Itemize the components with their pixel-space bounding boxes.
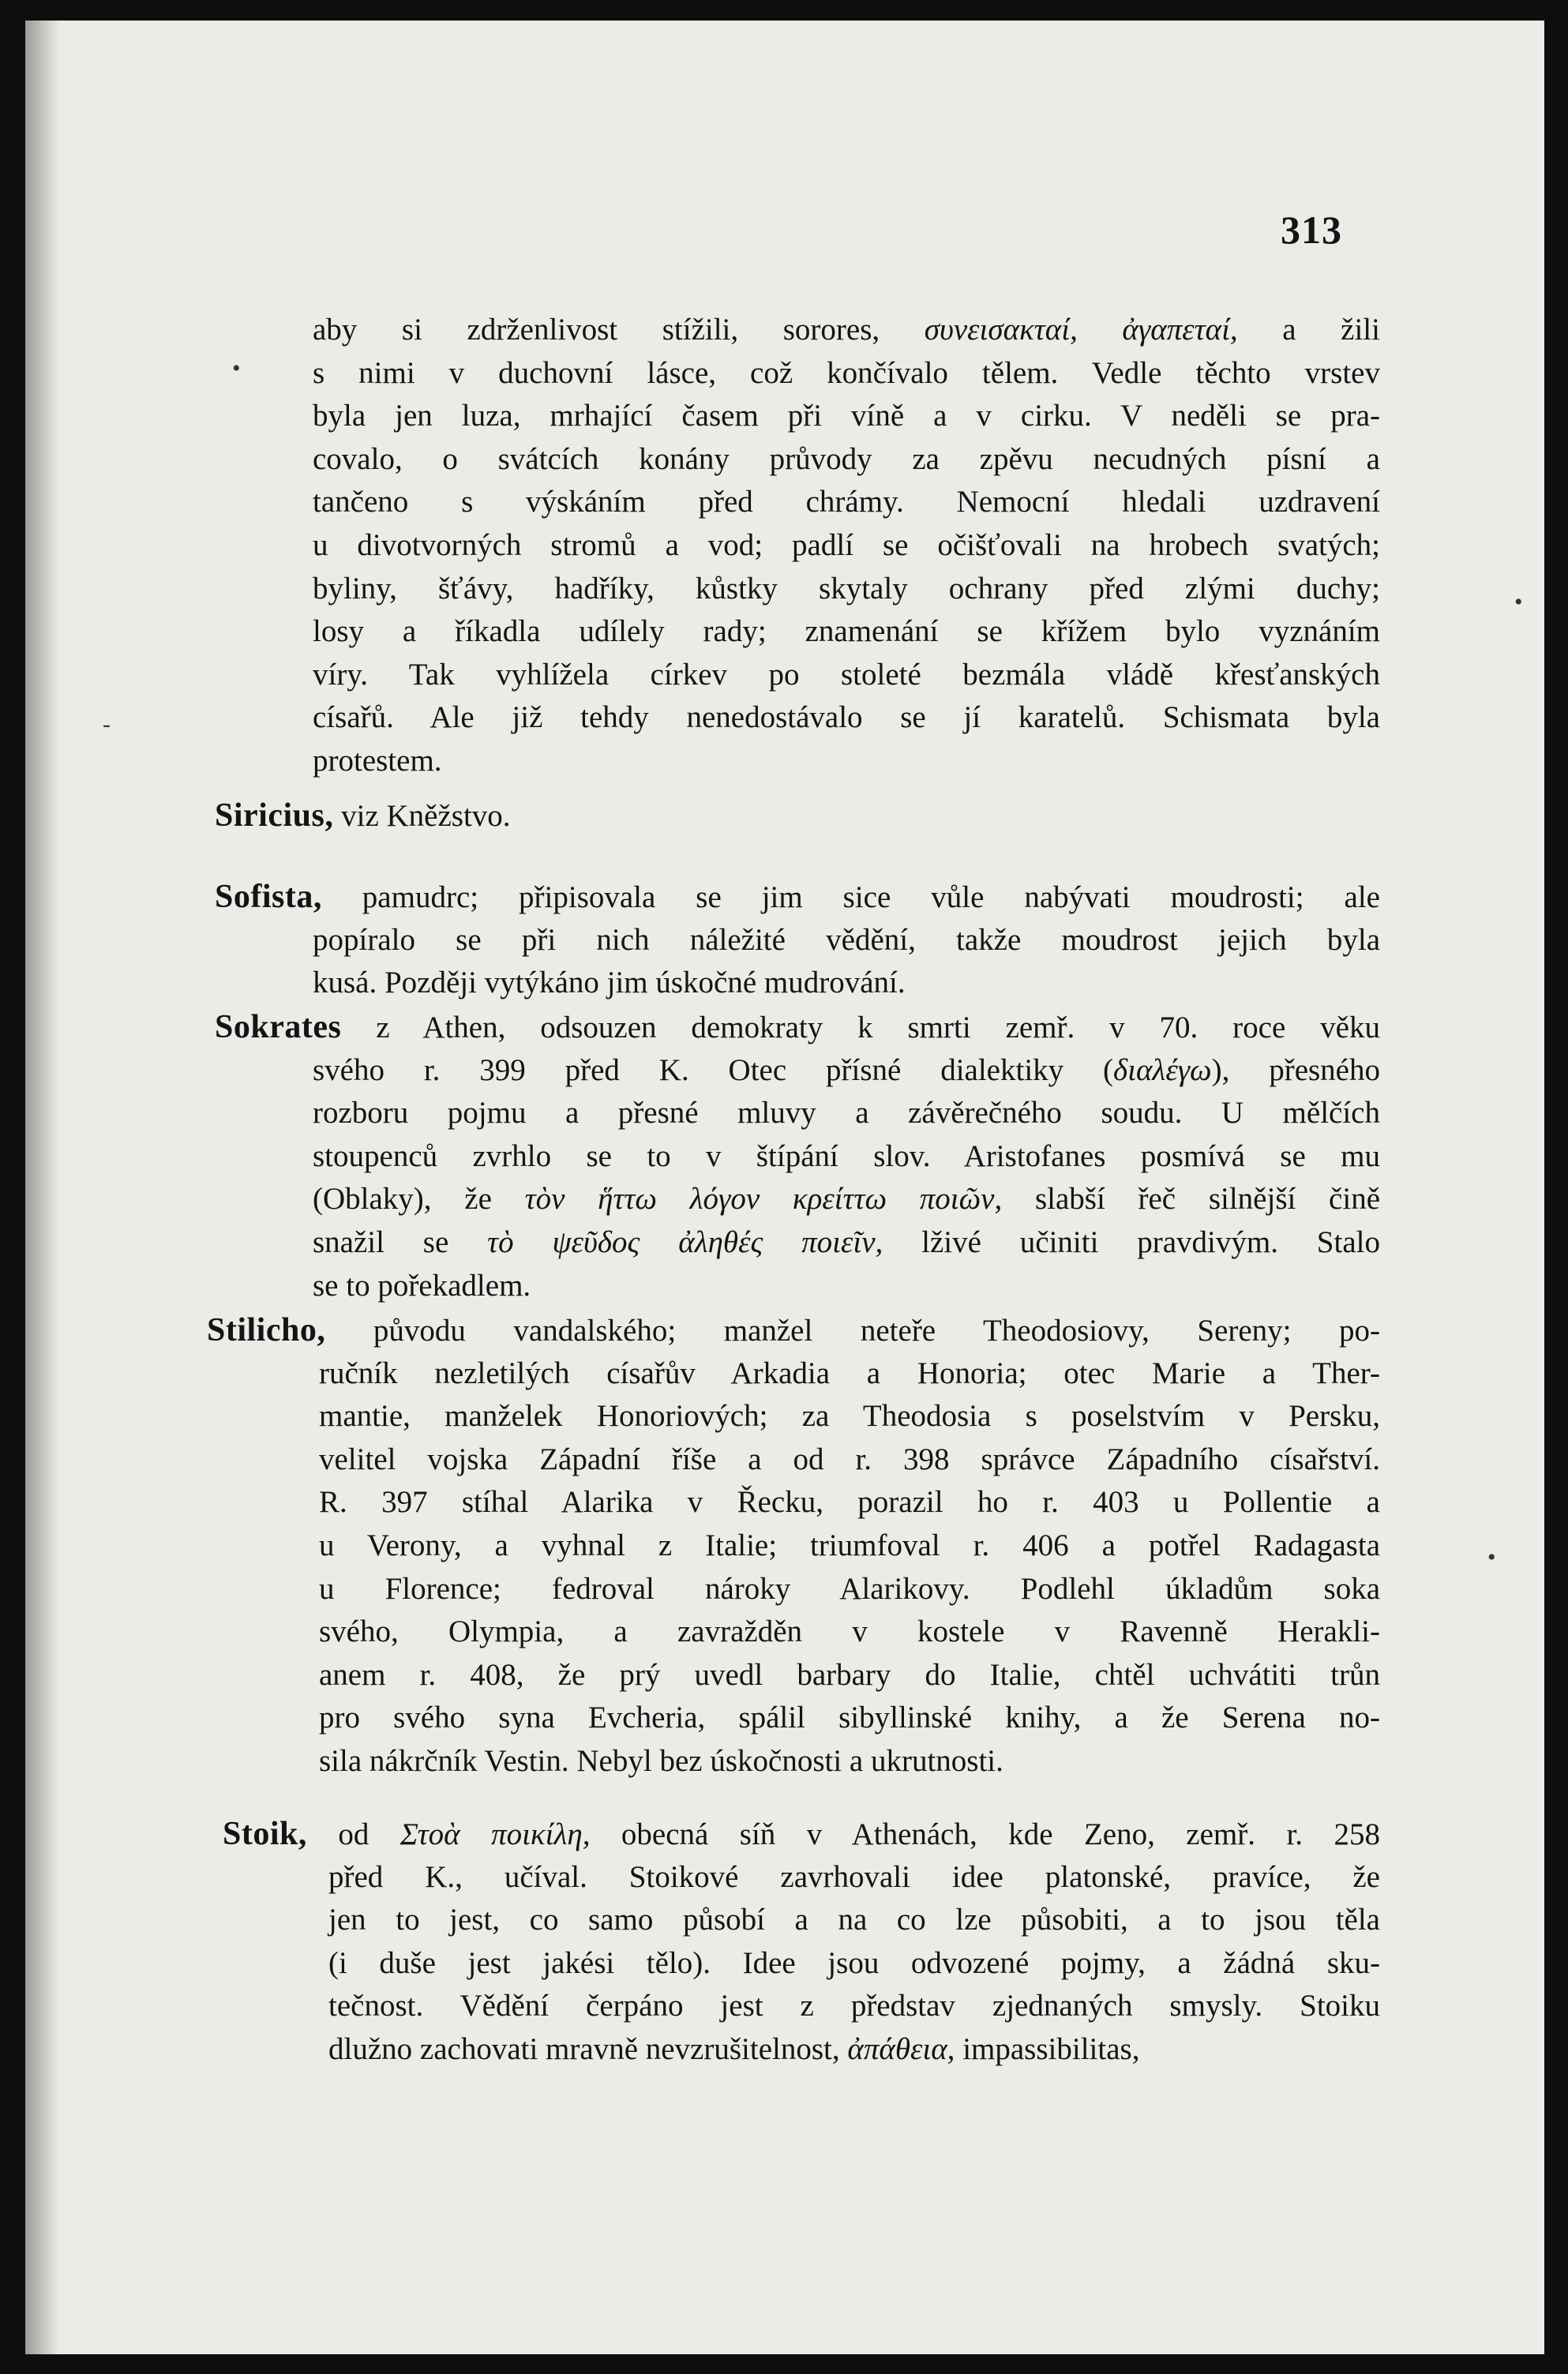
greek-term: τὸν ἥττω λόγον κρείττω ποιῶν, (524, 1182, 1003, 1217)
sokrates-line: rozboru pojmu a přesné mluvy a závěrečného soudu. U mělčích (313, 1096, 1380, 1131)
continuation-line: byliny, šťávy, hadříky, kůstky skytaly ochrany před zlými duchy; (313, 571, 1380, 606)
stilicho-line: sila nákrčník Vestin. Nebyl bez úskočnosti a ukrutnosti. (319, 1744, 1003, 1778)
sokrates-line: snažil se τὸ ψεῦδος ἀληθές ποιεῖν, lživé učiniti pravdivým. Stalo (313, 1225, 1380, 1259)
stoik-line: před K., učíval. Stoikové zavrhovali idee platonské, pravíce, že (328, 1859, 1380, 1894)
stilicho-line: pro svého syna Evcheria, spálil sibyllinské knihy, a že Serena no- (319, 1701, 1380, 1735)
page-number: 313 (1281, 208, 1342, 252)
stoik-headword: Stoik, (223, 1816, 307, 1852)
sokrates-headword: Sokrates (215, 1009, 342, 1045)
continuation-line: u divotvorných stromů a vod; padlí se očišťovali na hrobech svatých; (313, 528, 1380, 562)
sofista-line: kusá. Později vytýkáno jim úskočné mudrování. (313, 966, 906, 1000)
margin-mark: • (1487, 1544, 1496, 1570)
stilicho-line: Stilicho, původu vandalského; manžel neteře Theodosiovy, Sereny; po- (207, 1312, 1380, 1348)
stilicho-line: anem r. 408, že prý uvedl barbary do Italie, chtěl uchvátiti trůn (319, 1657, 1380, 1692)
continuation-line: císařů. Ale již tehdy nenedostávalo se jí karatelů. Schismata byla (313, 700, 1380, 735)
stilicho-line: u Florence; fedroval nároky Alarikovy. Podlehl úkladům soka (319, 1571, 1380, 1606)
sofista-headword: Sofista, (215, 879, 322, 915)
stilicho-line: ručník nezletilých císařův Arkadia a Honoria; otec Marie a Ther- (319, 1356, 1380, 1390)
stilicho-line: u Verony, a vyhnal z Italie; triumfoval r. 406 a potřel Radagasta (319, 1528, 1380, 1562)
siricius-line: Siricius, viz Kněžstvo. (215, 797, 511, 834)
greek-term: τὸ ψεῦδος ἀληθές ποιεῖν, (487, 1225, 883, 1259)
continuation-line: protestem. (313, 744, 442, 778)
stoik-line: tečnost. Vědění čerpáno jest z představ zjednaných smysly. Stoiku (328, 1989, 1380, 2023)
greek-term: διαλέγω (1113, 1052, 1212, 1087)
continuation-line: tančeno s výskáním před chrámy. Nemocní hledali uzdravení (313, 485, 1380, 519)
page-gutter-shadow (25, 21, 60, 2354)
stilicho-line: velitel vojska Západní říše a od r. 398 správce Západního císařství. (319, 1442, 1380, 1476)
sofista-line: Sofista, pamudrc; připisovala se jim sice vůle nabývati moudrosti; ale (215, 879, 1380, 915)
greek-term: ἀπάθεια, (847, 2032, 955, 2066)
greek-term: συνεισακταί, ἀγαπεταί, (924, 313, 1238, 347)
stoik-line: jen to jest, co samo působí a na co lze působiti, a to jsou těla (328, 1903, 1380, 1937)
sokrates-line: se to pořekadlem. (313, 1268, 531, 1303)
sokrates-line: svého r. 399 před K. Otec přísné dialektiky (διαλέγω), přesného (313, 1052, 1380, 1087)
stilicho-headword: Stilicho, (207, 1312, 326, 1348)
sokrates-line: (Oblaky), že τὸν ἥττω λόγον κρείττω ποιῶν, slabší řeč silnější čině (313, 1182, 1381, 1217)
margin-mark: • (1514, 589, 1523, 615)
continuation-line: losy a říkadla udílely rady; znamenání se křížem bylo vyznáním (313, 614, 1380, 649)
continuation-line: s nimi v duchovní lásce, což končívalo tělem. Vedle těchto vrstev (313, 355, 1380, 390)
continuation-line: covalo, o svátcích konány průvody za zpěvu necudných písní a (313, 441, 1380, 476)
stilicho-line: R. 397 stíhal Alarika v Řecku, porazil ho r. 403 u Pollentie a (319, 1485, 1380, 1520)
margin-mark: - (103, 711, 111, 737)
stoik-line: Stoik, od Στοὰ ποικίλη, obecná síň v Athenách, kde Zeno, zemř. r. 258 (223, 1816, 1380, 1852)
sokrates-line: stoupenců zvrhlo se to v štípání slov. Aristofanes posmívá se mu (313, 1138, 1380, 1173)
margin-mark: • (232, 355, 241, 381)
siricius-headword: Siricius, (215, 797, 334, 834)
greek-term: Στοὰ ποικίλη, (400, 1817, 591, 1851)
stoik-line: dlužno zachovati mravně nevzrušitelnost, ἀπάθεια, impassibilitas, (328, 2032, 1140, 2066)
sofista-line: popíralo se při nich náležité vědění, takže moudrost jejich byla (313, 922, 1380, 957)
continuation-line: víry. Tak vyhlížela církev po stoleté bezmála vládě křesťanských (313, 657, 1380, 692)
continuation-line: aby si zdrženlivost stížili, sorores, συνεισακταί, ἀγαπεταί, a žili (313, 313, 1380, 347)
book-page (25, 21, 1544, 2354)
sokrates-line: Sokrates z Athen, odsouzen demokraty k smrti zemř. v 70. roce věku (215, 1009, 1380, 1045)
stoik-line: (i duše jest jakési tělo). Idee jsou odvozené pojmy, a žádná sku- (328, 1945, 1380, 1980)
continuation-line: byla jen luza, mrhající časem při víně a v cirku. V neděli se pra- (313, 399, 1380, 433)
stilicho-line: svého, Olympia, a zavražděn v kostele v Ravenně Herakli- (319, 1615, 1380, 1649)
stilicho-line: mantie, manželek Honoriových; za Theodosia s poselstvím v Persku, (319, 1399, 1380, 1434)
